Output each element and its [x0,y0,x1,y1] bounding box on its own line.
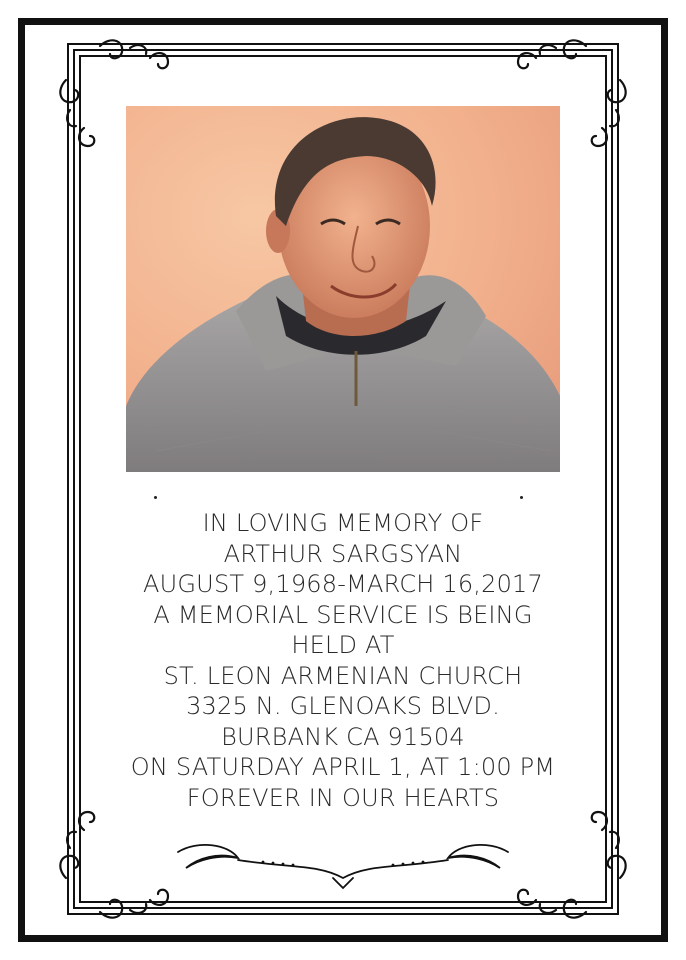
portrait-photo [126,106,560,472]
text-line: FOREVER IN OUR HEARTS [186,783,500,812]
frame-dot-right [520,496,523,499]
text-line: HELD AT [291,631,395,659]
frame-dot-left [154,496,157,499]
memorial-text [90,508,596,813]
divider-flourish [168,838,518,894]
text-line: ST. LEON ARMENIAN CHURCH [163,661,523,690]
text-line: 3325 N. GLENOAKS BLVD. [186,692,500,720]
text-line: IN LOVING MEMORY OF [202,509,484,537]
text-line: AUGUST 9,1968-MARCH 16,2017 [143,570,543,598]
text-line: ON SATURDAY APRIL 1, AT 1:00 PM [130,753,556,781]
text-line: ARTHUR SARGSYAN [223,539,463,568]
text-line: A MEMORIAL SERVICE IS BEING [153,600,533,629]
text-line: BURBANK CA 91504 [221,722,465,751]
